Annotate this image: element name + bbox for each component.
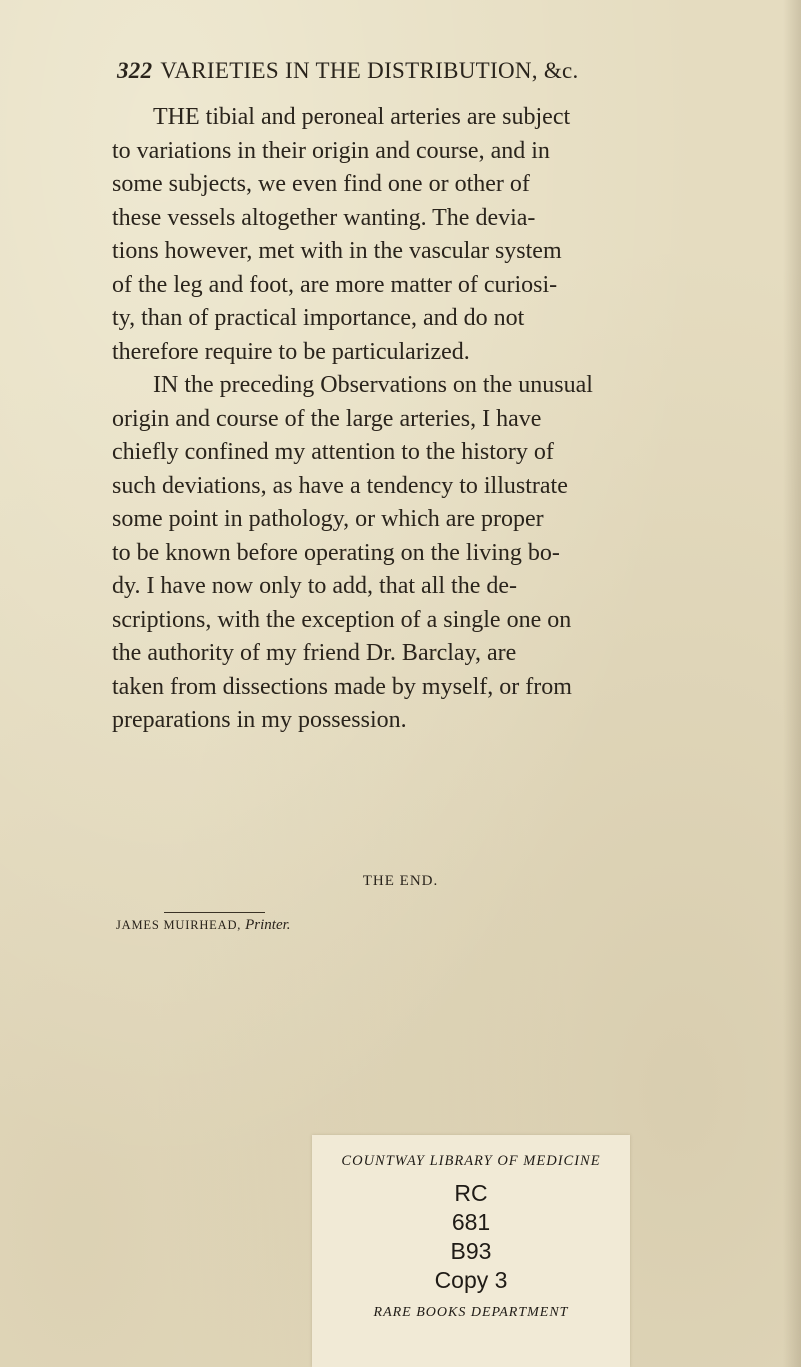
department-name: RARE BOOKS DEPARTMENT	[373, 1305, 569, 1320]
running-title: VARIETIES IN THE DISTRIBUTION, &c.	[160, 58, 579, 83]
text-line: preparations in my possession.	[112, 707, 407, 733]
text-line: dy. I have now only to add, that all the de-	[112, 573, 517, 599]
running-header	[117, 58, 767, 84]
text-line: these vessels altogether wanting. The devia-	[112, 204, 536, 231]
text-line: IN the preceding Observations on the unusual	[153, 372, 593, 398]
text-line: tions however, met with in the vascular system	[112, 238, 562, 264]
call-number-subclass: 681	[451, 1209, 491, 1235]
paragraph-preceding-observations	[112, 369, 728, 738]
call-number-class: RC	[454, 1180, 488, 1206]
printer-role: Printer.	[245, 917, 291, 933]
text-line: THE tibial and peroneal arteries are subject	[153, 104, 571, 130]
page-edge-shadow	[783, 0, 801, 1367]
paragraph-tibial-arteries	[112, 101, 728, 369]
text-line: of the leg and foot, are more matter of curiosi-	[112, 271, 558, 298]
text-line: ty, than of practical importance, and do not	[112, 305, 525, 331]
printer-imprint	[116, 917, 291, 934]
library-name: COUNTWAY LIBRARY OF MEDICINE	[341, 1153, 601, 1169]
text-line: the authority of my friend Dr. Barclay, are	[112, 640, 517, 666]
text-line: to variations in their origin and course, and in	[112, 137, 550, 164]
text-line: to be known before operating on the living bo-	[112, 539, 560, 566]
library-label	[312, 1135, 630, 1367]
printer-rule	[164, 912, 265, 913]
body-text	[112, 101, 728, 738]
text-line: chiefly confined my attention to the history of	[112, 439, 554, 465]
call-number-cutter: B93	[450, 1238, 492, 1264]
text-line: origin and course of the large arteries, I have	[112, 405, 542, 432]
copy-number: Copy 3	[434, 1267, 508, 1293]
text-line: scriptions, with the exception of a single one on	[112, 606, 572, 633]
printer-name: JAMES MUIRHEAD,	[116, 918, 242, 932]
text-line: such deviations, as have a tendency to illustrate	[112, 472, 568, 499]
text-line: taken from dissections made by myself, or from	[112, 673, 572, 700]
text-line: some subjects, we even find one or other of	[112, 171, 530, 197]
text-line: some point in pathology, or which are proper	[112, 506, 544, 532]
the-end-label: THE END.	[362, 873, 439, 889]
page-number: 322	[117, 58, 153, 83]
text-line: therefore require to be particularized.	[112, 338, 470, 365]
